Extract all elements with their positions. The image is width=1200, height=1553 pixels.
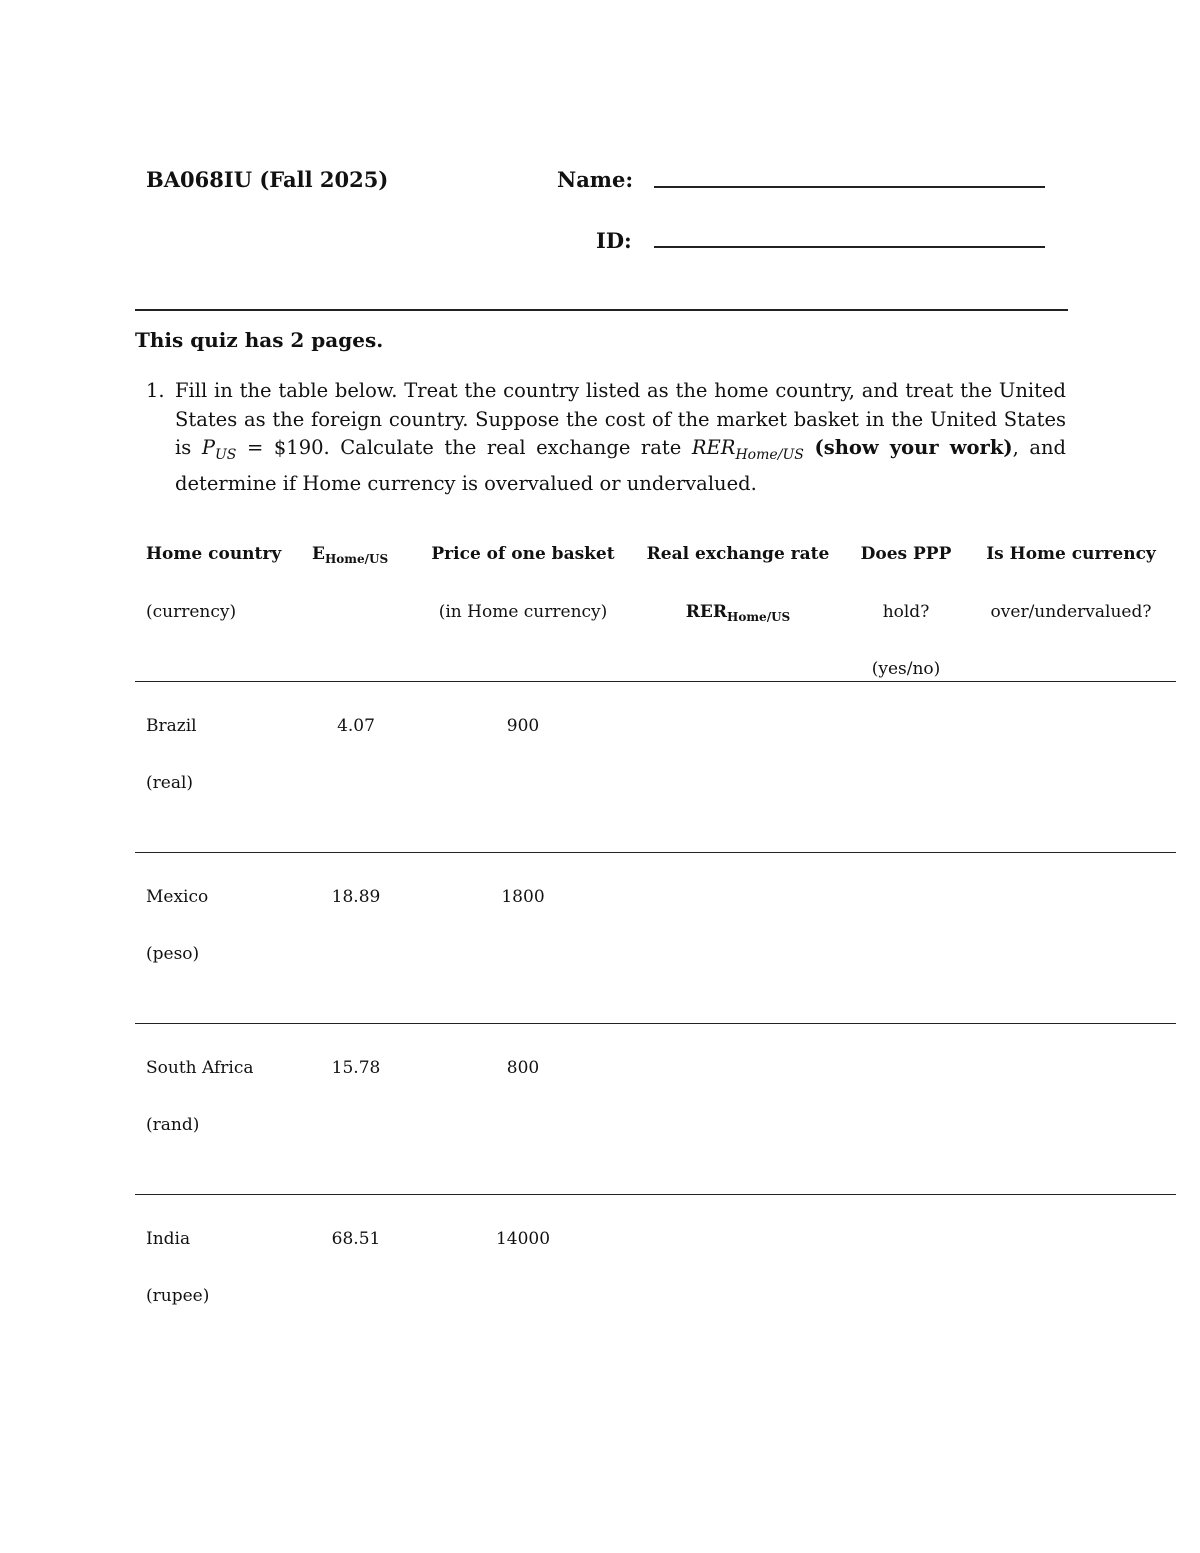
line3-prefix: is <box>175 436 192 460</box>
row-country: Mexico <box>146 887 209 907</box>
header-does-ppp: Does PPP <box>860 544 952 564</box>
row-country: India <box>146 1229 191 1249</box>
header-yes-no: (yes/no) <box>871 659 941 679</box>
table-header-divider <box>135 681 1176 682</box>
row-currency: (rand) <box>146 1115 200 1135</box>
row-currency: (rupee) <box>146 1286 210 1306</box>
rer-header-subscript: Home/US <box>727 610 791 624</box>
header-price-unit: (in Home currency) <box>438 602 608 622</box>
exchange-rate-symbol: E <box>312 544 325 564</box>
row-divider <box>135 852 1176 853</box>
question-line-2: States as the foreign country. Suppose the cost of the market basket in the United States <box>175 407 1066 431</box>
rer-subscript: Home/US <box>735 447 804 464</box>
show-work-note: (show your work) <box>814 436 1013 460</box>
rer-symbol: RER <box>691 436 736 460</box>
row-price: 900 <box>506 716 540 736</box>
line3-suffix: , and <box>1012 436 1067 460</box>
header-currency: (currency) <box>146 602 237 622</box>
header-real-exchange-rate: Real exchange rate <box>646 544 830 564</box>
price-subscript: US <box>214 447 237 464</box>
row-price: 800 <box>506 1058 540 1078</box>
question-line-4: determine if Home currency is overvalued or undervalued. <box>175 472 757 496</box>
row-country: Brazil <box>146 716 197 736</box>
row-divider <box>135 1023 1176 1024</box>
header-home-currency-status: Is Home currency <box>986 544 1156 564</box>
id-field-line[interactable] <box>654 246 1045 248</box>
row-currency: (peso) <box>146 944 200 964</box>
price-symbol: P <box>201 436 215 460</box>
name-field-line[interactable] <box>654 186 1045 188</box>
header-price-basket: Price of one basket <box>431 544 615 564</box>
course-title: BA068IU (Fall 2025) <box>146 167 389 192</box>
header-home-country: Home country <box>146 544 282 564</box>
exchange-rate-subscript: Home/US <box>324 552 389 566</box>
row-exchange-rate: 15.78 <box>331 1058 381 1078</box>
pages-note: This quiz has 2 pages. <box>135 328 384 352</box>
row-price: 14000 <box>495 1229 551 1249</box>
header-rer-symbol <box>686 602 790 624</box>
header-over-under: over/undervalued? <box>990 602 1152 622</box>
rer-header-symbol: RER <box>685 602 728 622</box>
row-currency: (real) <box>146 773 194 793</box>
row-exchange-rate: 4.07 <box>337 716 375 736</box>
question-line-1: Fill in the table below. Treat the country listed as the home country, and treat the United <box>175 379 1066 402</box>
header-divider <box>135 309 1068 311</box>
question-text <box>175 377 1066 499</box>
question-number: 1. <box>146 379 165 402</box>
row-price: 1800 <box>501 887 545 907</box>
price-equation: = $190. Calculate the real exchange rate <box>246 436 682 460</box>
row-exchange-rate: 18.89 <box>331 887 381 907</box>
row-exchange-rate: 68.51 <box>331 1229 381 1249</box>
header-exchange-rate <box>312 544 388 566</box>
row-country: South Africa <box>146 1058 254 1078</box>
id-label: ID: <box>596 228 632 253</box>
header-ppp-hold: hold? <box>882 602 930 622</box>
row-divider <box>135 1194 1176 1195</box>
name-label: Name: <box>557 167 634 192</box>
question-line-3 <box>175 434 1066 470</box>
